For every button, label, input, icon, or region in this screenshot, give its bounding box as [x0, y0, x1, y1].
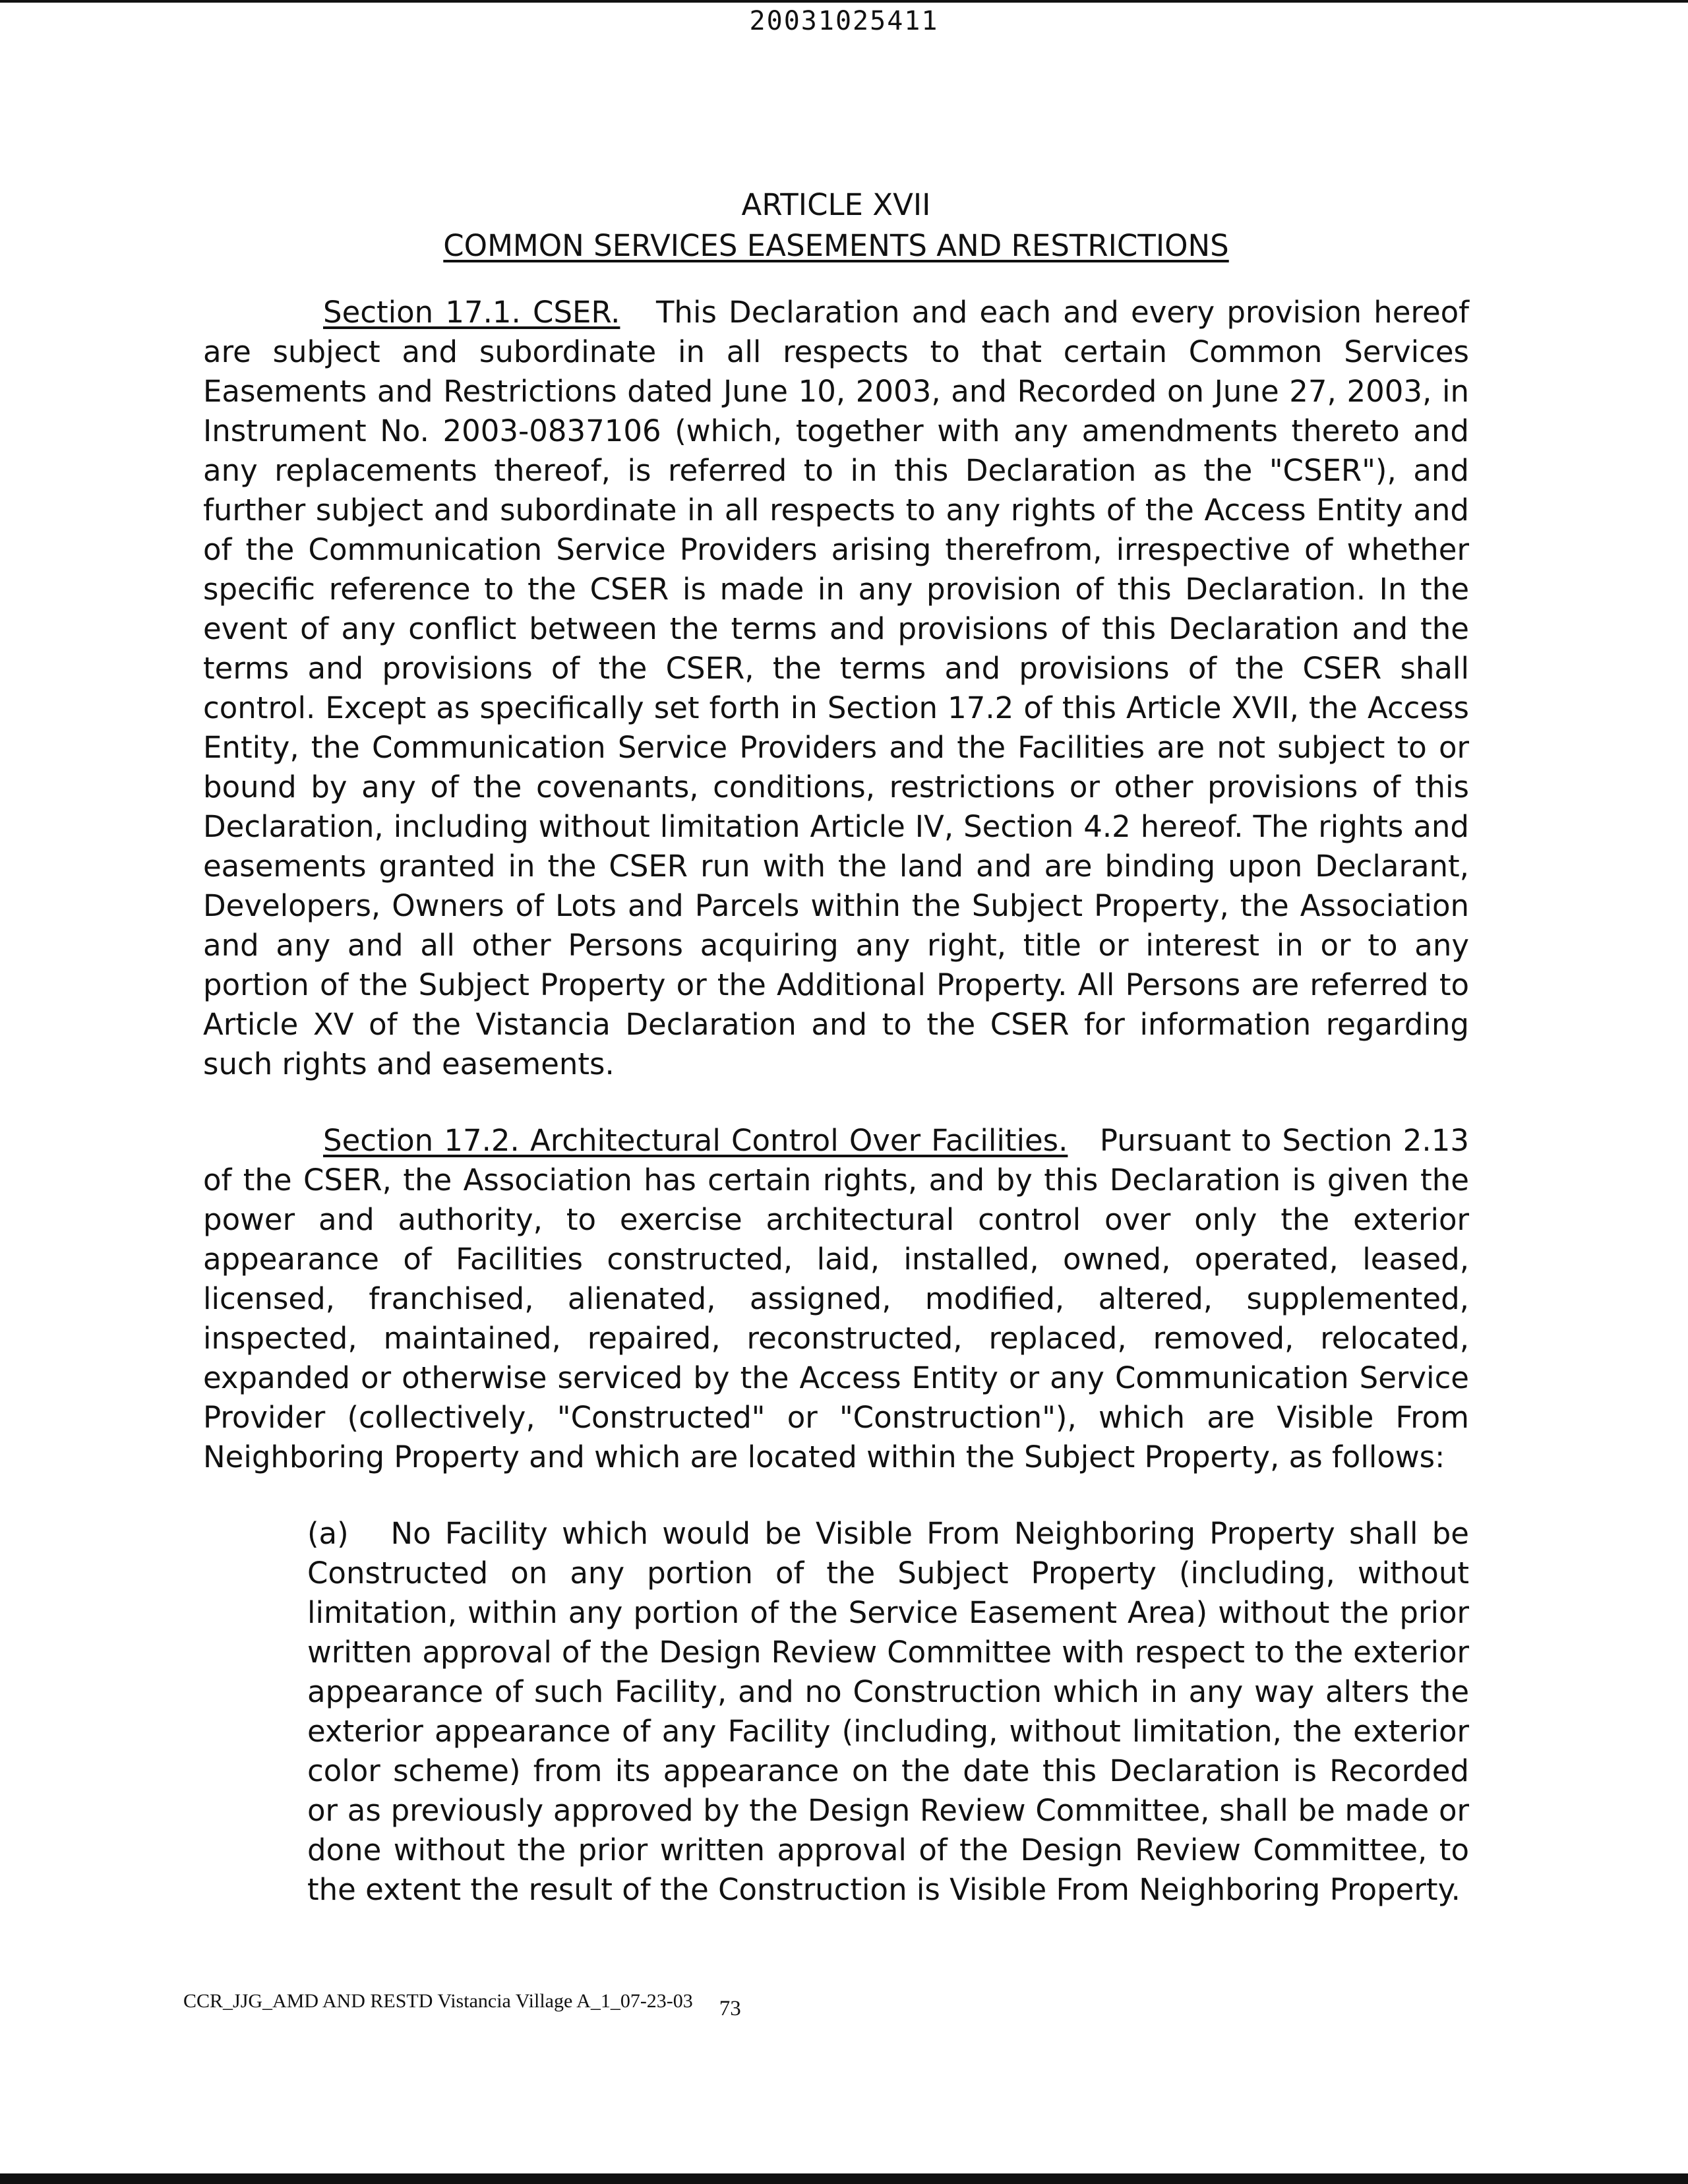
section-17-1-paragraph — [203, 293, 1469, 1084]
item-a-label: (a) — [307, 1516, 349, 1551]
page-footer — [183, 1987, 741, 2020]
bottom-border-line — [0, 2173, 1688, 2184]
footer-file-reference: CCR_JJG_AMD AND RESTD Vistancia Village A_1_07-23-03 — [183, 1990, 693, 2012]
section-17-2-heading: Section 17.2. Architectural Control Over Facilities. — [323, 1123, 1068, 1158]
document-number: 20031025411 — [749, 6, 939, 36]
section-17-2-body: Pursuant to Section 2.13 of the CSER, the Association has certain rights, and by this Declaration is given the power and authority, to exercise architectural control over only the exterior appearance of Facilities constructed, laid, installed, owned, operated, leased, licensed, franchised, alienated, assigned, modified, altered, supplemented, inspected, maintained, repaired, reconstructed, replaced, removed, relocated, expanded or otherwise serviced by the Access Entity or any Communication Service Provider (collectively, "Constructed" or "Construction"), which are Visible From Neighboring Property and which are located within the Subject Property, as follows: — [203, 1123, 1469, 1474]
article-title: COMMON SERVICES EASEMENTS AND RESTRICTIONS — [443, 228, 1229, 263]
section-17-1-heading: Section 17.1. CSER. — [323, 295, 620, 330]
item-a-text: No Facility which would be Visible From Neighboring Property shall be Constructed on any portion of the Subject Property (including, without limitation, within any portion of the Service Easement Area) without the prior written approval of the Design Review Committee with respect to the exterior appearance of such Facility, and no Construction which in any way alters the exterior appearance of any Facility (including, without limitation, the exterior color scheme) from its appearance on the date this Declaration is Recorded or as previously approved by the Design Review Committee, shall be made or done without the prior written approval of the Design Review Committee, to the extent the result of the Construction is Visible From Neighboring Property. — [307, 1516, 1469, 1907]
section-17-2-paragraph — [203, 1121, 1469, 1477]
article-number: ARTICLE XVII — [741, 187, 931, 222]
article-title-block — [203, 185, 1469, 266]
document-page — [203, 185, 1469, 1910]
page-number: 73 — [719, 1997, 741, 2020]
section-17-1-body: This Declaration and each and every provision hereof are subject and subordinate in all respects to that certain Common Services Easements and Restrictions dated June 10, 2003, and Recorded on June 27, 2003, in Instrument No. 2003-0837106 (which, together with any amendments thereto and any replacements thereof, is referred to in this Declaration as the "CSER"), and further subject and subordinate in all respects to any rights of the Access Entity and of the Communication Service Providers arising therefrom, irrespective of whether specific reference to the CSER is made in any provision of this Declaration. In the event of any conflict between the terms and provisions of this Declaration and the terms and provisions of the CSER, the terms and provisions of the CSER shall control. Except as specifically set forth in Section 17.2 of this Article XVII, the Access Entity, the Communication Service Providers and the Facilities are not subject to or bound by any of the covenants, conditions, restrictions or other provisions of this Declaration, including without limitation Article IV, Section 4.2 hereof. The rights and easements granted in the CSER run with the land and are binding upon Declarant, Developers, Owners of Lots and Parcels within the Subject Property, the Association and any and all other Persons acquiring any right, title or interest in or to any portion of the Subject Property or the Additional Property. All Persons are referred to Article XV of the Vistancia Declaration and to the CSER for information regarding such rights and easements. — [203, 295, 1470, 1081]
section-17-2-item-a — [307, 1514, 1469, 1910]
